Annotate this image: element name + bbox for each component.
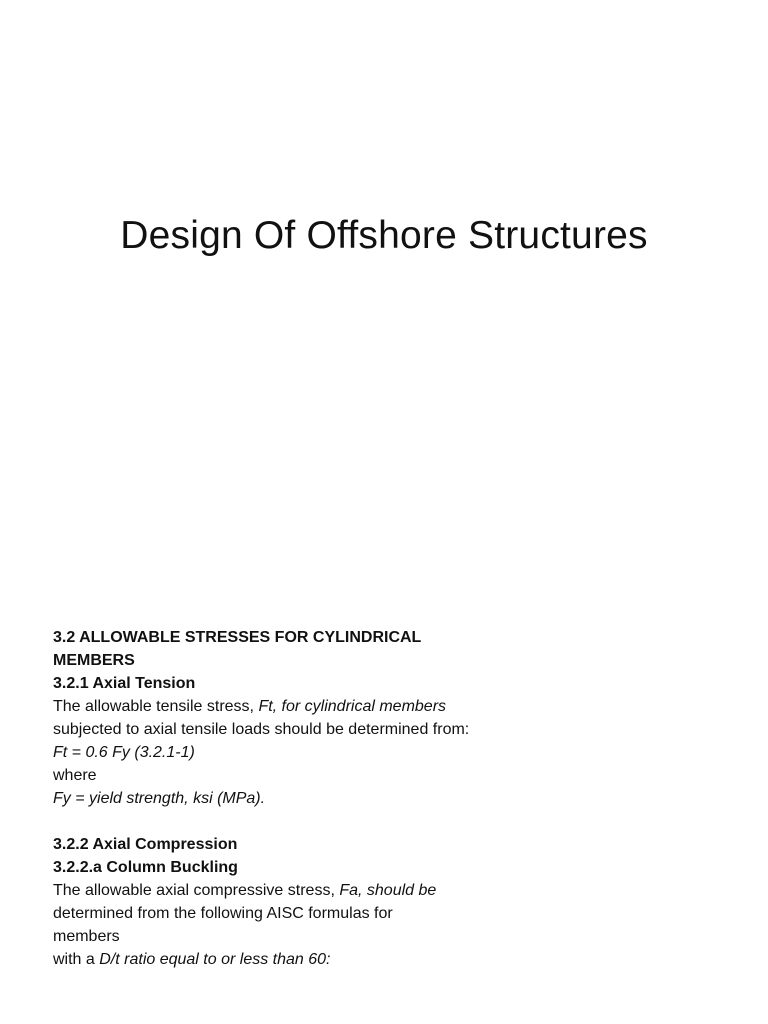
- compression-text-italic: Fa, should be: [339, 882, 437, 899]
- paragraph-gap: [53, 810, 533, 833]
- compression-paragraph-line3: members: [53, 928, 120, 945]
- compression-line4-prefix: with a: [53, 951, 100, 968]
- slide-title: Design Of Offshore Structures: [120, 214, 648, 257]
- tension-formula: Ft = 0.6 Fy (3.2.1-1): [53, 744, 195, 761]
- compression-paragraph-line1: [53, 879, 533, 902]
- yield-strength-definition: Fy = yield strength, ksi (MPa).: [53, 790, 266, 807]
- compression-text-prefix: The allowable axial compressive stress,: [53, 882, 340, 899]
- compression-paragraph-line2: determined from the following AISC formulas for: [53, 905, 393, 922]
- tension-text-prefix: The allowable tensile stress,: [53, 698, 259, 715]
- where-label: where: [53, 767, 97, 784]
- section-heading-line2: MEMBERS: [53, 652, 135, 669]
- axial-tension-heading: 3.2.1 Axial Tension: [53, 675, 196, 692]
- compression-line4-italic: D/t ratio equal to or less than 60:: [99, 951, 331, 968]
- tension-text-italic: Ft, for cylindrical members: [258, 698, 447, 715]
- tension-paragraph-line1: [53, 695, 533, 718]
- tension-paragraph-line2: subjected to axial tensile loads should be determined from:: [53, 721, 470, 738]
- slide-body: [53, 626, 533, 971]
- compression-paragraph-line4: [53, 948, 533, 971]
- section-heading-line1: 3.2 ALLOWABLE STRESSES FOR CYLINDRICAL: [53, 629, 422, 646]
- column-buckling-heading: 3.2.2.a Column Buckling: [53, 859, 238, 876]
- axial-compression-heading: 3.2.2 Axial Compression: [53, 836, 238, 853]
